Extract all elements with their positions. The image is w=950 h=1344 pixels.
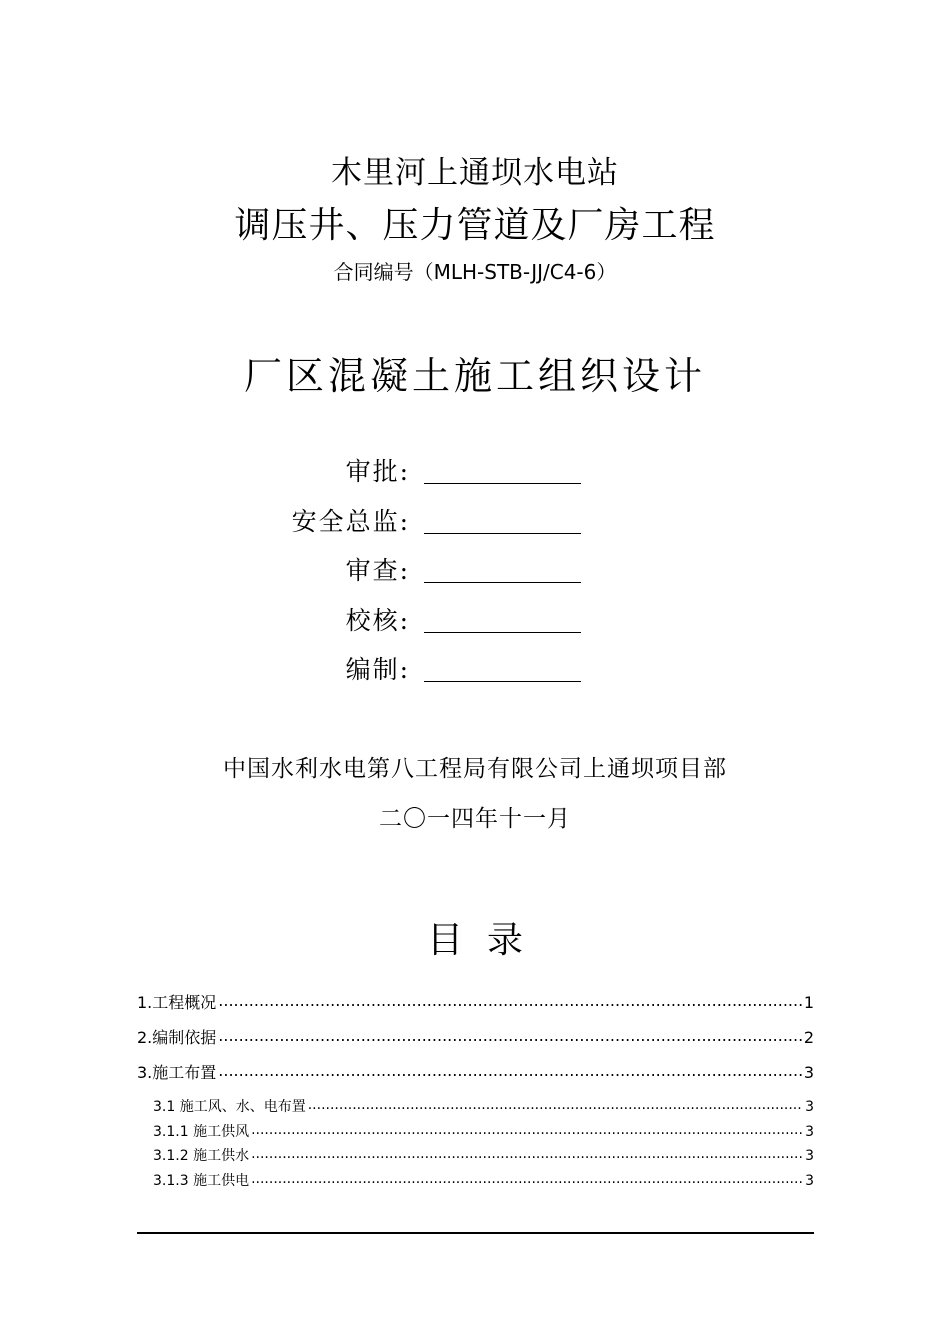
- toc-entry-page: 3: [805, 1173, 814, 1189]
- signature-label: 校核:: [345, 606, 410, 635]
- project-name: 木里河上通坝水电站: [331, 155, 619, 191]
- toc-entry[interactable]: [153, 1170, 814, 1190]
- toc-entry[interactable]: [137, 990, 814, 1013]
- signature-line: [424, 533, 581, 534]
- signature-label: 安全总监:: [291, 507, 410, 536]
- signature-label: 审批:: [345, 457, 410, 486]
- toc-leader-dots: [251, 1122, 803, 1138]
- toc-entry-label: 3.1.1 施工供风: [153, 1124, 250, 1140]
- toc-entry[interactable]: [137, 1060, 814, 1083]
- signature-row-check: [200, 601, 600, 637]
- toc-leader-dots: [251, 1171, 803, 1187]
- toc-leader-dots: [308, 1097, 803, 1113]
- contract-number: 合同编号（MLH-STB-JJ/C4-6）: [333, 260, 617, 284]
- toc-entry-label: 3.1.2 施工供水: [153, 1148, 250, 1164]
- toc-entry-page: 1: [803, 993, 814, 1012]
- toc-entry-label: 3.1.3 施工供电: [153, 1173, 250, 1189]
- signature-row-approval: [200, 452, 600, 488]
- document-title: 厂区混凝土施工组织设计: [243, 354, 706, 398]
- toc-leader-dots: [251, 1146, 803, 1162]
- toc-entry-page: 3: [803, 1063, 814, 1082]
- toc-entry[interactable]: [153, 1145, 814, 1165]
- signature-row-review: [200, 551, 600, 587]
- signature-row-safety-director: [200, 502, 600, 538]
- toc-entry[interactable]: [137, 1025, 814, 1048]
- toc-entry-page: 3: [805, 1099, 814, 1115]
- toc-entry-page: 2: [803, 1028, 814, 1047]
- toc-entry[interactable]: [153, 1096, 814, 1116]
- toc-entry-label: 1.工程概况: [137, 993, 217, 1012]
- signature-label: 审查:: [345, 556, 410, 585]
- toc-title: 目录: [426, 920, 547, 961]
- signature-row-compile: [200, 650, 600, 686]
- signature-line: [424, 483, 581, 484]
- toc-entry-label: 2.编制依据: [137, 1028, 217, 1047]
- toc-entry-label: 3.施工布置: [137, 1063, 217, 1082]
- document-date: 二〇一四年十一月: [379, 806, 571, 832]
- signature-label: 编制:: [345, 655, 410, 684]
- toc-leader-dots: [218, 1061, 802, 1080]
- toc-leader-dots: [218, 991, 802, 1010]
- toc-entry-page: 3: [805, 1148, 814, 1164]
- toc-entry-page: 3: [805, 1124, 814, 1140]
- signature-line: [424, 681, 581, 682]
- toc-entry[interactable]: [153, 1121, 814, 1141]
- signature-line: [424, 582, 581, 583]
- signature-line: [424, 632, 581, 633]
- project-subtitle: 调压井、压力管道及厂房工程: [234, 205, 716, 246]
- toc-leader-dots: [218, 1026, 802, 1045]
- footer-divider: [137, 1232, 814, 1234]
- company-name: 中国水利水电第八工程局有限公司上通坝项目部: [223, 756, 727, 782]
- toc-entry-label: 3.1 施工风、水、电布置: [153, 1099, 306, 1115]
